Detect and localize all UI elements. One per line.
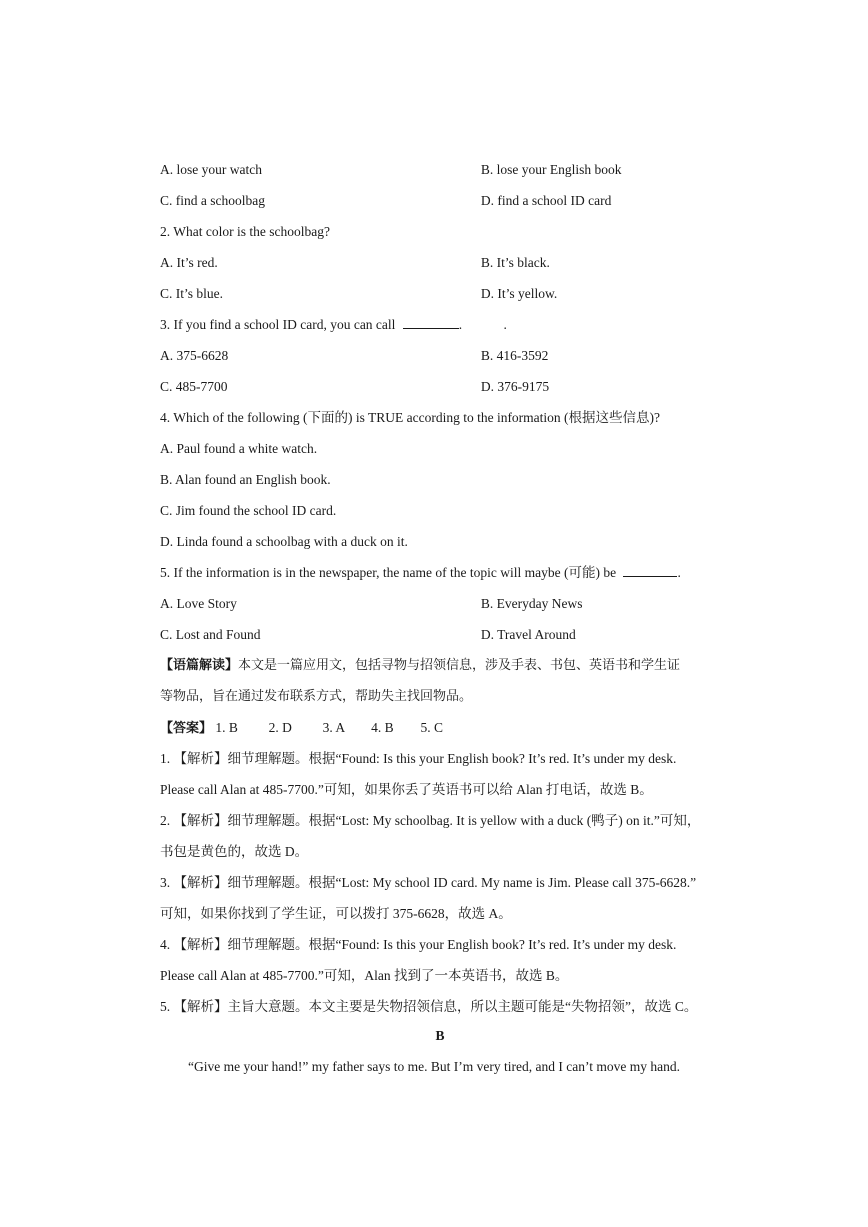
analysis-1-line-1: 1. 【解析】细节理解题。根据“Found: Is this your English book? It’s red. It’s under my desk. [160,751,677,766]
q1-options-row-1 [160,160,720,180]
q4-stem: 4. Which of the following (下面的) is TRUE according to the information (根据这些信息)? [160,410,661,425]
analysis-3-line-1: 3. 【解析】细节理解题。根据“Lost: My school ID card. My name is Jim. Please call 375-6628.” [160,875,697,890]
q1-options-row-2 [160,191,720,211]
q3-answer-blank [403,315,459,329]
q3-stem [160,315,720,335]
q2-option-a: A. It’s red. [160,255,218,270]
analysis-2-line-1: 2. 【解析】细节理解题。根据“Lost: My schoolbag. It is yellow with a duck (鸭子) on it.”可知， [160,813,701,828]
answer-item-2: 2. D [268,720,292,735]
q4-option-c: C. Jim found the school ID card. [160,503,337,518]
analysis-2-line-2: 书包是黄色的，故选 D。 [160,844,309,859]
q3-options-row-1 [160,346,720,366]
analysis-5-line-1: 5. 【解析】主旨大意题。本文主要是失物招领信息，所以主题可能是“失物招领”，故选 C。 [160,999,698,1014]
q3-stem-trailing-dot: . [503,317,507,332]
section-b-heading: B [435,1028,445,1043]
q4-option-a: A. Paul found a white watch. [160,441,318,456]
q1-option-a: A. lose your watch [160,162,262,177]
q2-options-row-2 [160,284,720,304]
q2-stem: 2. What color is the schoolbag? [160,224,330,239]
analysis-4-line-1: 4. 【解析】细节理解题。根据“Found: Is this your English book? It’s red. It’s under my desk. [160,937,677,952]
q2-options-row-1 [160,253,720,273]
q5-option-b: B. Everyday News [480,596,583,611]
q2-option-d: D. It’s yellow. [480,286,558,301]
q2-option-b: B. It’s black. [480,255,550,270]
answer-label: 【答案】 [160,721,213,736]
q3-options-row-2 [160,377,720,397]
q1-option-d: D. find a school ID card [480,193,612,208]
analysis-1-line-2: Please call Alan at 485-7700.”可知，如果你丢了英语书可以给 Alan 打电话，故选 B。 [160,782,653,797]
q1-option-c: C. find a schoolbag [160,193,265,208]
reading-interpretation-label: 【语篇解读】 [160,658,239,673]
q3-option-c: C. 485-7700 [160,379,228,394]
reading-interpretation-line-2: 等物品，旨在通过发布联系方式，帮助失主找回物品。 [160,689,473,704]
answer-item-4: 4. B [371,720,394,735]
q4-option-d: D. Linda found a schoolbag with a duck on it. [160,534,408,549]
analysis-3-line-2: 可知，如果你找到了学生证，可以拨打 375-6628，故选 A。 [160,906,512,921]
analysis-4-line-2: Please call Alan at 485-7700.”可知，Alan 找到了一本英语书，故选 B。 [160,968,569,983]
answer-item-5: 5. C [420,720,443,735]
q5-answer-blank [623,563,677,577]
reading-interpretation-text-1: 本文是一篇应用文，包括寻物与招领信息，涉及手表、书包、英语书和学生证 [238,658,681,673]
q5-stem [160,563,720,583]
q3-option-b: B. 416-3592 [480,348,549,363]
q4-option-b: B. Alan found an English book. [160,472,331,487]
answer-line [160,718,720,738]
q5-options-row-1 [160,594,720,614]
answer-item-1: 1. B [215,720,238,735]
q3-option-d: D. 376-9175 [480,379,550,394]
q5-stem-period: . [677,565,681,580]
section-b-first-line: “Give me your hand!” my father says to me. But I’m very tired, and I can’t move my hand. [188,1059,680,1074]
answer-item-3: 3. A [322,720,345,735]
reading-interpretation-line-1 [160,656,720,676]
q5-option-d: D. Travel Around [480,627,576,642]
q2-option-c: C. It’s blue. [160,286,223,301]
q3-option-a: A. 375-6628 [160,348,229,363]
q3-stem-period: . [458,317,463,332]
q3-stem-text: 3. If you find a school ID card, you can call [160,317,396,332]
q5-options-row-2 [160,625,720,645]
q5-option-a: A. Love Story [160,596,237,611]
q5-option-c: C. Lost and Found [160,627,261,642]
q5-stem-text: 5. If the information is in the newspaper, the name of the topic will maybe (可能) be [160,565,617,580]
q1-option-b: B. lose your English book [480,162,622,177]
